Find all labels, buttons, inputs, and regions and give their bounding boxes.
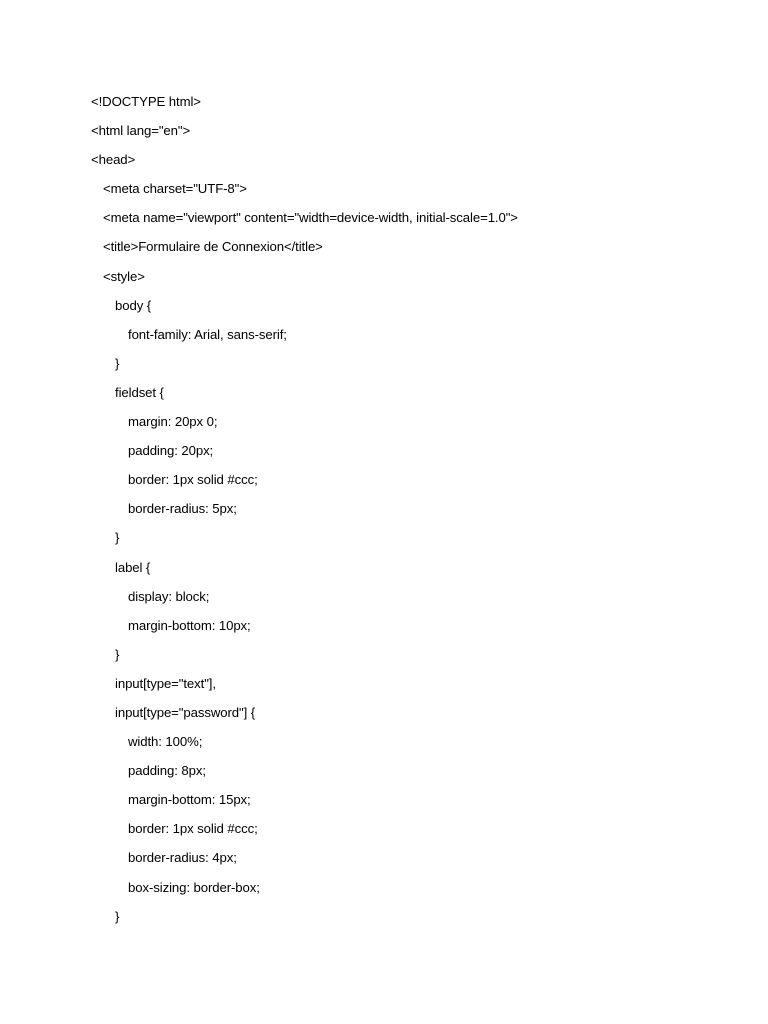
- code-line: border-radius: 4px;: [128, 850, 237, 866]
- code-line: padding: 20px;: [128, 443, 214, 459]
- code-line: input[type="password"] {: [115, 704, 256, 720]
- code-line: <meta name="viewport" content="width=device-width, initial-scale=1.0">: [103, 210, 518, 226]
- code-listing: [91, 92, 518, 936]
- code-line: <meta charset="UTF-8">: [103, 181, 247, 197]
- code-line: box-sizing: border-box;: [128, 879, 260, 895]
- code-line: margin: 20px 0;: [128, 414, 218, 430]
- code-line: margin-bottom: 15px;: [128, 792, 251, 808]
- code-line: margin-bottom: 10px;: [128, 617, 251, 633]
- code-line: label {: [115, 559, 151, 575]
- code-line: fieldset {: [115, 384, 164, 400]
- code-line: border-radius: 5px;: [128, 501, 237, 517]
- code-line: border: 1px solid #ccc;: [128, 472, 258, 488]
- code-line: }: [115, 530, 120, 546]
- code-line: border: 1px solid #ccc;: [128, 821, 258, 837]
- code-line: }: [115, 908, 120, 924]
- code-line: <html lang="en">: [91, 123, 191, 139]
- code-line: input[type="text"],: [115, 675, 216, 691]
- code-line: <style>: [103, 268, 145, 284]
- code-line: padding: 8px;: [128, 763, 206, 779]
- code-line: <head>: [91, 152, 136, 168]
- code-line: <title>Formulaire de Connexion</title>: [103, 239, 323, 255]
- code-line: }: [115, 646, 120, 662]
- code-line: font-family: Arial, sans-serif;: [128, 326, 287, 342]
- code-line: <!DOCTYPE html>: [91, 94, 201, 109]
- code-line: width: 100%;: [128, 734, 203, 750]
- code-line: display: block;: [128, 588, 210, 604]
- code-line: }: [115, 355, 120, 371]
- code-line: body {: [115, 297, 152, 313]
